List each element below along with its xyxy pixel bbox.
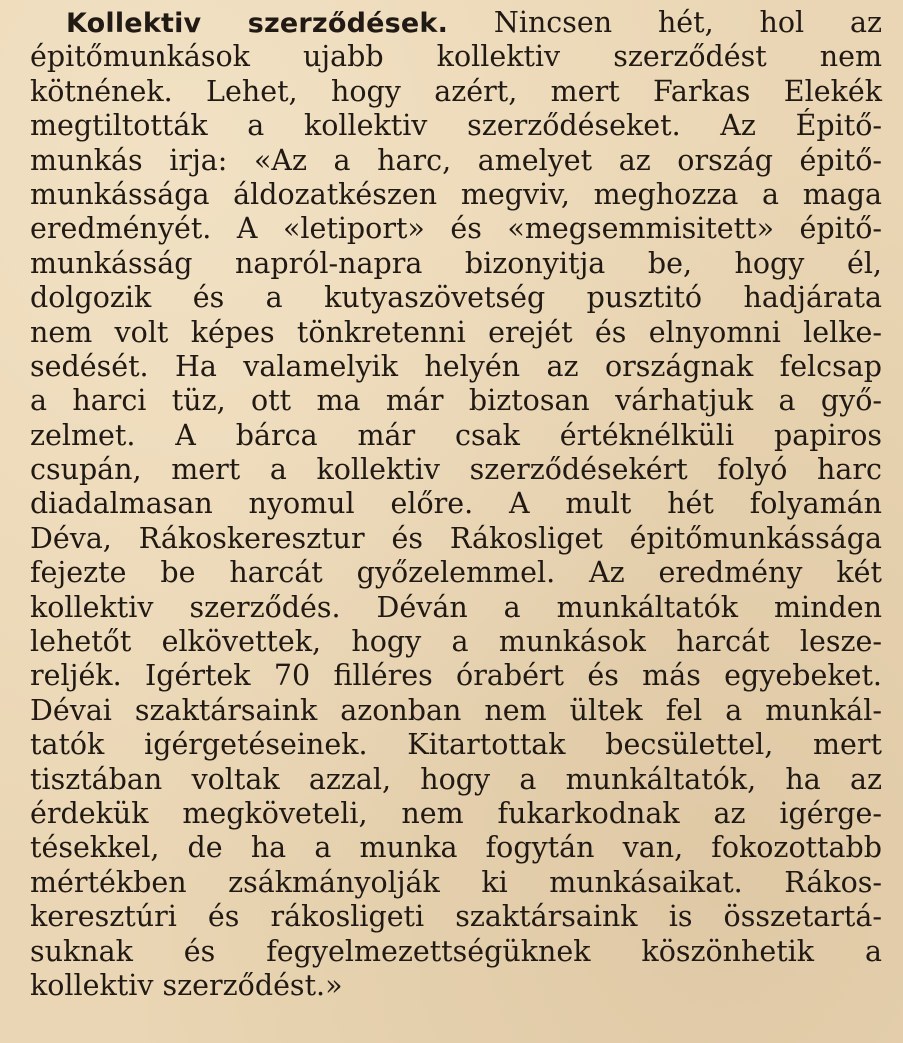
article-line-10: nem volt képes tönkretenni erejét és elnyomni lelke- (30, 315, 882, 349)
article-line-2: épitőmunkások ujabb kollektiv szerződést nem (30, 40, 882, 74)
article-body (30, 6, 882, 1003)
article-line-26: mértékben zsákmányolják ki munkásaikat. Rákos- (30, 865, 882, 899)
article-line-13: zelmet. A bárca már csak értéknélküli papiros (30, 418, 882, 452)
article-line-17: fejezte be harcát győzelemmel. Az eredmény két (30, 556, 882, 590)
article-line-4: megtiltották a kollektiv szerződéseket. Az Épitő- (30, 109, 882, 143)
article-line-3: kötnének. Lehet, hogy azért, mert Farkas Elekék (30, 74, 882, 108)
article-line-28: suknak és fegyelmezettségüknek köszönhetik a (30, 934, 882, 968)
article-line-20: reljék. Igértek 70 filléres órabért és más egyebeket. (30, 659, 882, 693)
article-line-23: tisztában voltak azzal, hogy a munkáltatók, ha az (30, 762, 882, 796)
article-headline: Kollektiv szerződések. (66, 8, 449, 39)
article-line-21: Dévai szaktársaink azonban nem ültek fel a munkál- (30, 693, 882, 727)
article-line-8: munkásság napról-napra bizonyitja be, hogy él, (30, 246, 882, 280)
article-line-15: diadalmasan nyomul előre. A mult hét folyamán (30, 487, 882, 521)
article-line-22: tatók igérgetéseinek. Kitartottak becsülettel, mert (30, 728, 882, 762)
article-line-29: kollektiv szerződést.» (30, 968, 343, 1002)
article-line-18: kollektiv szerződés. Déván a munkáltatók minden (30, 590, 882, 624)
article-line-19: lehetőt elkövettek, hogy a munkások harcát lesze- (30, 625, 882, 659)
article-line-text: Nincsen hét, hol az (493, 6, 883, 39)
article-line-12: a harci tüz, ott ma már biztosan várhatjuk a győ- (30, 384, 882, 418)
article-line-11: sedését. Ha valamelyik helyén az országnak felcsap (30, 349, 882, 383)
article-line-16: Déva, Rákoskeresztur és Rákosliget épitőmunkássága (30, 521, 882, 555)
article-line-14: csupán, mert a kollektiv szerződésekért folyó harc (30, 453, 882, 487)
article-line-7: eredményét. A «letiport» és «megsemmisitett» épitő- (30, 212, 882, 246)
article-line-25: tésekkel, de ha a munka fogytán van, fokozottabb (30, 831, 882, 865)
article-line-1 (30, 6, 882, 40)
article-line-6: munkássága áldozatkészen megviv, meghozza a maga (30, 177, 882, 211)
article-line-27: keresztúri és rákosligeti szaktársaink is összetartá- (30, 900, 882, 934)
article-line-5: munkás irja: «Az a harc, amelyet az ország épitő- (30, 143, 882, 177)
article-line-24: érdekük megköveteli, nem fukarkodnak az igérge- (30, 796, 882, 830)
article-line-9: dolgozik és a kutyaszövetség pusztitó hadjárata (30, 281, 882, 315)
